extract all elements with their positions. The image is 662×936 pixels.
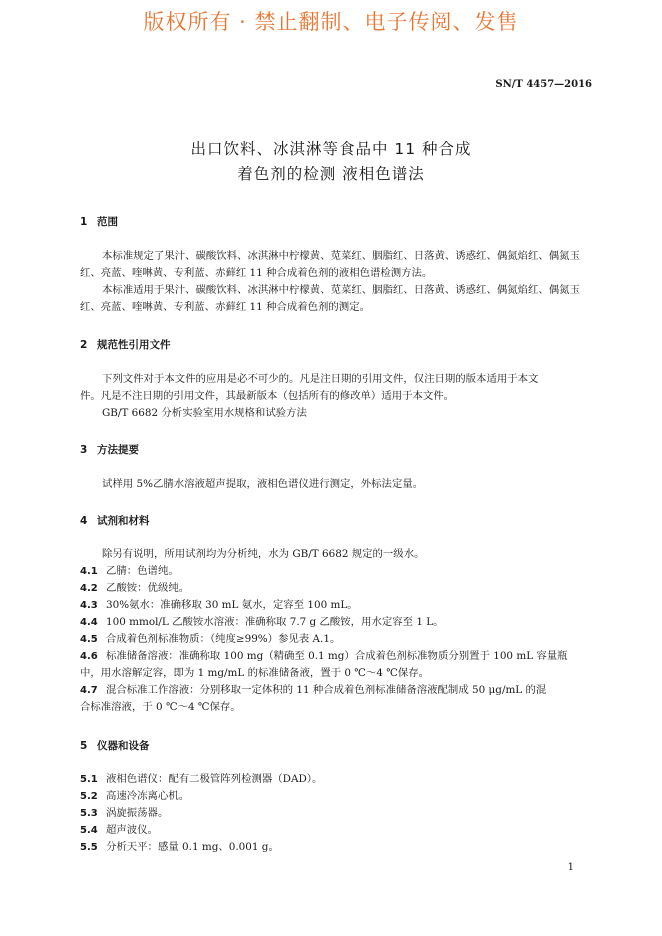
list-item-4-3: 4.3 30%氨水：准确移取 30 mL 氨水，定容至 100 mL。 (80, 599, 358, 611)
section-title: 仪器和设备 (97, 740, 150, 752)
list-item-4-7: 4.7 混合标准工作溶液：分别移取一定体积的 11 种合成着色剂标准储备溶液配制成 50 μg/mL 的混 (80, 684, 547, 696)
section-heading-normative-references (80, 337, 171, 352)
section-number: 2 (80, 339, 88, 351)
section-title: 范围 (97, 216, 118, 228)
list-item-4-2: 4.2 乙酸铵：优级纯。 (80, 582, 190, 594)
list-item-5-4: 5.4 超声波仪。 (80, 824, 158, 836)
paragraph-scope-2-line1: 本标准适用于果汁、碳酸饮料、冰淇淋中柠檬黄、苋菜红、胭脂红、日落黄、诱惑红、偶氮焰红、偶氮玉 (102, 284, 580, 296)
paragraph-scope-1-line1: 本标准规定了果汁、碳酸饮料、冰淇淋中柠檬黄、苋菜红、胭脂红、日落黄、诱惑红、偶氮焰红、偶氮玉 (102, 250, 580, 262)
section-number: 4 (80, 515, 88, 527)
list-item-5-1: 5.1 液相色谱仪：配有二极管阵列检测器（DAD）。 (80, 773, 323, 785)
paragraph-references-line1: 下列文件对于本文件的应用是必不可少的。凡是注日期的引用文件，仅注日期的版本适用于本文 (102, 373, 539, 385)
section-number: 3 (80, 444, 88, 456)
paragraph-references-line2: 件。凡是不注日期的引用文件，其最新版本（包括所有的修改单）适用于本文件。 (80, 390, 455, 402)
paragraph-scope-2-line2: 红、亮蓝、喹啉黄、专利蓝、赤藓红 11 种合成着色剂的测定。 (80, 301, 370, 313)
list-item-4-5: 4.5 合成着色剂标准物质：（纯度≥99%）参见表 A.1。 (80, 633, 341, 645)
section-number: 1 (80, 216, 88, 228)
list-item-5-2: 5.2 高速冷冻离心机。 (80, 790, 190, 802)
list-item-4-1: 4.1 乙腈：色谱纯。 (80, 565, 179, 577)
section-title: 方法提要 (97, 444, 139, 456)
list-item-5-5: 5.5 分析天平：感量 0.1 mg、0.001 g。 (80, 841, 279, 853)
document-title-line1: 出口饮料、冰淇淋等食品中 11 种合成 (190, 140, 472, 158)
list-item-4-4: 4.4 100 mmol/L 乙酸铵水溶液：准确称取 7.7 g 乙酸铵，用水定容至 1 L。 (80, 616, 444, 628)
list-item-4-6: 4.6 标准储备溶液：准确称取 100 mg（精确至 0.1 mg）合成着色剂标准物质分别置于 100 mL 容量瓶 (80, 650, 568, 662)
section-heading-scope (80, 214, 118, 229)
section-title: 规范性引用文件 (97, 339, 171, 351)
section-heading-method-summary (80, 442, 139, 457)
section-heading-apparatus (80, 738, 150, 753)
list-item-4-6-continuation: 中，用水溶解定容，即为 1 mg/mL 的标准储备液，置于 0 ℃～4 ℃保存。 (80, 667, 430, 679)
section-number: 5 (80, 740, 88, 752)
document-title-line2: 着色剂的检测 液相色谱法 (237, 165, 425, 183)
page-number: 1 (567, 862, 574, 873)
copyright-banner: 版权所有 · 禁止翻制、电子传阅、发售 (143, 10, 519, 34)
paragraph-method-summary: 试样用 5%乙腈水溶液超声提取，液相色谱仪进行测定，外标法定量。 (102, 478, 424, 490)
paragraph-scope-1-line2: 红、亮蓝、喹啉黄、专利蓝、赤藓红 11 种合成着色剂的液相色谱检测方法。 (80, 267, 433, 279)
section-heading-reagents (80, 513, 150, 528)
paragraph-reagents-intro: 除另有说明，所用试剂均为分析纯，水为 GB/T 6682 规定的一级水。 (102, 548, 425, 560)
reference-gbt6682: GB/T 6682 分析实验室用水规格和试验方法 (102, 407, 307, 419)
list-item-5-3: 5.3 涡旋振荡器。 (80, 807, 169, 819)
standard-number: SN/T 4457—2016 (495, 79, 592, 90)
section-title: 试剂和材料 (97, 515, 150, 527)
list-item-4-7-continuation: 合标准溶液，于 0 ℃～4 ℃保存。 (80, 701, 241, 713)
